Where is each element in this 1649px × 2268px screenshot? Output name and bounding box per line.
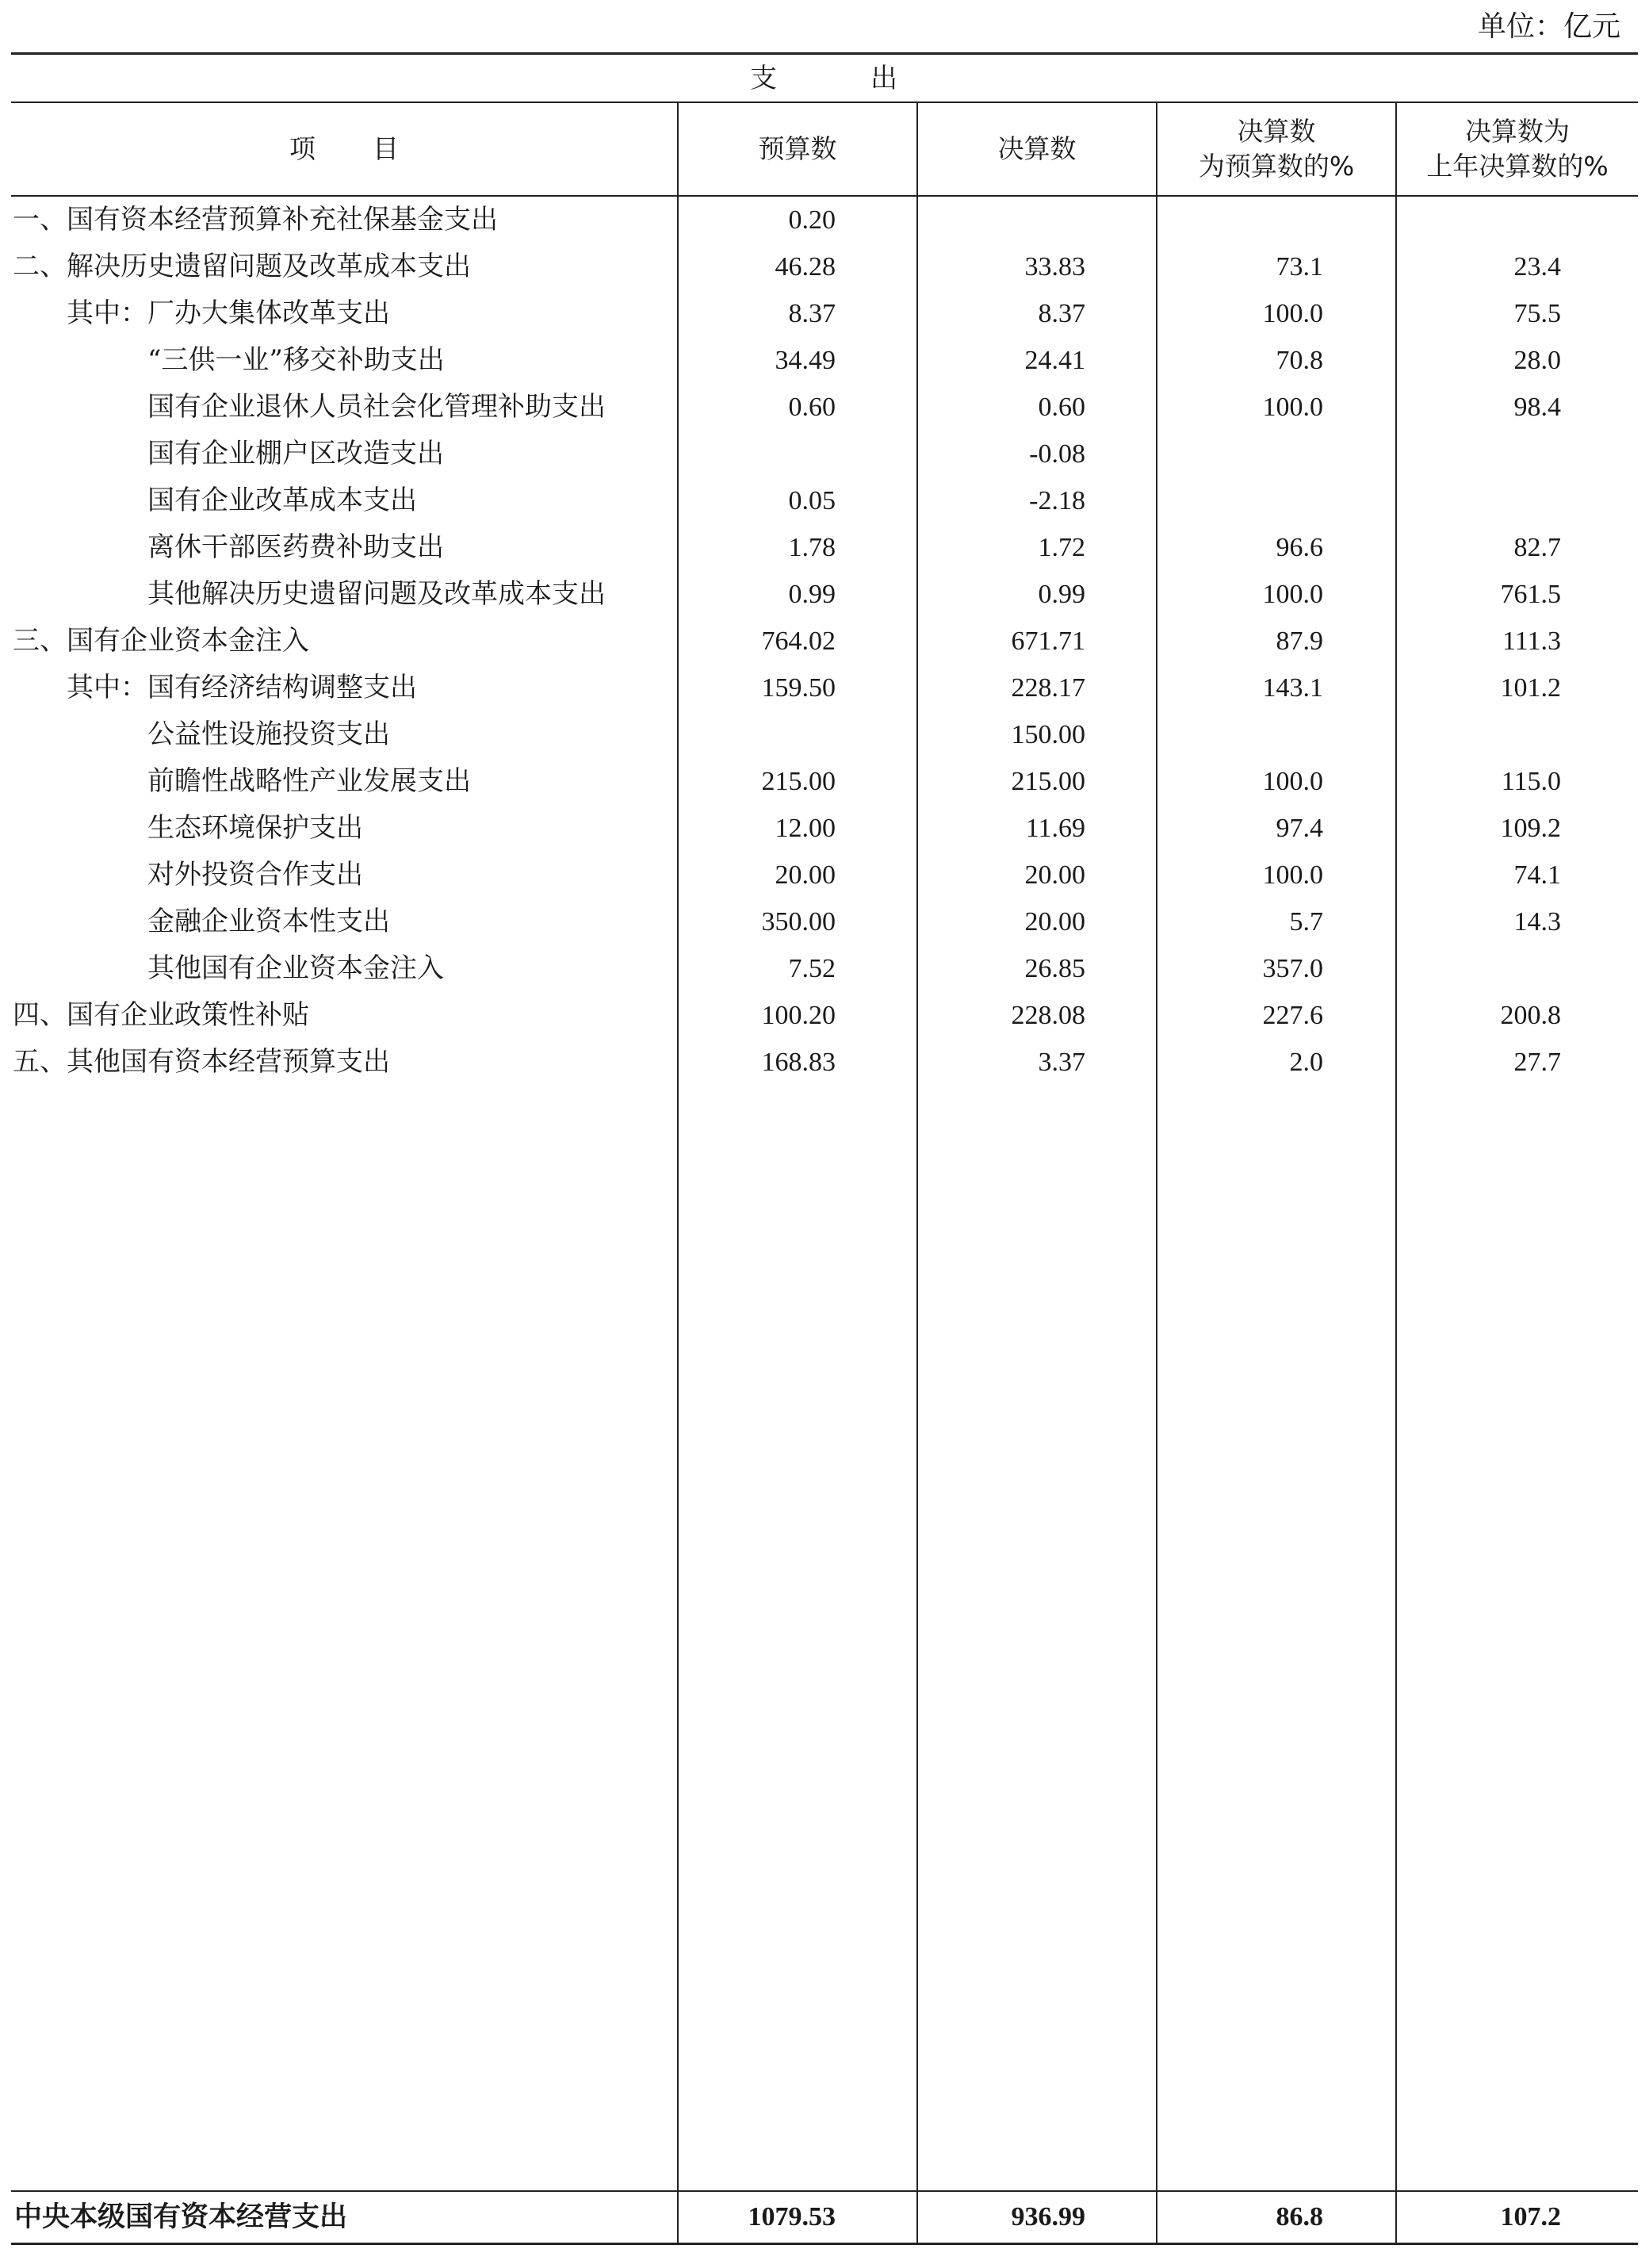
row-item: 对外投资合作支出 [147, 859, 363, 891]
row-budget: 8.37 [788, 299, 836, 328]
row-pct-budget: 100.0 [1262, 393, 1323, 422]
row-budget: 34.49 [775, 346, 836, 375]
row-pct-prev [1391, 431, 1561, 477]
row-budget: 12.00 [775, 814, 836, 843]
table-row [11, 898, 1638, 945]
row-pct-budget: 143.1 [1262, 673, 1323, 703]
row-item: 离休干部医药费补助支出 [147, 531, 444, 563]
row-pct-budget [1153, 431, 1323, 477]
row-pct-prev: 115.0 [1501, 767, 1561, 796]
row-pct-prev [1391, 197, 1561, 243]
header-item: 项 目 [289, 133, 399, 164]
row-final: 228.17 [1011, 673, 1085, 703]
table-row [11, 431, 1638, 477]
row-pct-budget: 100.0 [1262, 299, 1323, 328]
row-item: 国有企业退休人员社会化管理补助支出 [147, 391, 606, 423]
row-pct-prev: 200.8 [1500, 1001, 1561, 1030]
row-pct-prev [1391, 945, 1561, 992]
row-pct-budget: 227.6 [1262, 1001, 1323, 1030]
row-pct-budget: 87.9 [1276, 626, 1323, 656]
row-pct-prev: 27.7 [1513, 1048, 1561, 1077]
total-row [11, 2192, 1638, 2243]
row-pct-prev: 98.4 [1513, 393, 1561, 422]
row-item: 其他解决历史遗留问题及改革成本支出 [147, 578, 606, 610]
row-pct-prev: 74.1 [1513, 860, 1561, 890]
row-budget: 20.00 [775, 860, 836, 890]
row-budget: 0.05 [788, 486, 836, 515]
row-pct-budget: 100.0 [1262, 580, 1323, 609]
row-pct-budget: 100.0 [1262, 860, 1323, 890]
row-final: 0.99 [1038, 580, 1085, 609]
header-pct-budget: 决算数 为预算数的% [1198, 116, 1355, 182]
row-budget [677, 431, 836, 477]
table-row [11, 1039, 1638, 1086]
row-item: 其他国有企业资本金注入 [147, 952, 444, 984]
row-budget: 0.60 [788, 393, 836, 422]
table-row [11, 711, 1638, 758]
table-row [11, 758, 1638, 805]
row-budget: 350.00 [761, 907, 836, 937]
row-item: 五、其他国有资本经营预算支出 [13, 1046, 390, 1078]
row-pct-prev: 111.3 [1502, 626, 1561, 656]
header-pct-prev: 决算数为 上年决算数的% [1426, 116, 1609, 182]
row-budget: 168.83 [761, 1048, 836, 1077]
table-row [11, 665, 1638, 711]
row-final: -2.18 [1029, 486, 1085, 515]
row-budget: 215.00 [761, 767, 836, 796]
row-final: -0.08 [1029, 439, 1085, 469]
row-item: 金融企业资本性支出 [147, 906, 390, 937]
row-pct-budget: 73.1 [1276, 252, 1323, 282]
total-final: 936.99 [1011, 2202, 1085, 2232]
row-budget: 46.28 [775, 252, 836, 282]
row-item: 二、解决历史遗留问题及改革成本支出 [13, 251, 471, 282]
table-row [11, 290, 1638, 337]
row-pct-prev: 109.2 [1500, 814, 1561, 843]
header-final: 决算数 [997, 133, 1077, 164]
row-item: “三供一业”移交补助支出 [147, 344, 445, 376]
row-final: 26.85 [1024, 954, 1085, 983]
row-pct-prev: 82.7 [1513, 533, 1561, 562]
table-row [11, 384, 1638, 431]
row-final: 20.00 [1024, 860, 1085, 890]
row-final: 20.00 [1024, 907, 1085, 937]
row-pct-prev [1391, 711, 1561, 758]
row-pct-budget: 357.0 [1262, 954, 1323, 983]
table-row [11, 571, 1638, 618]
row-budget: 7.52 [788, 954, 836, 983]
row-pct-budget: 2.0 [1289, 1048, 1323, 1077]
table-row [11, 337, 1638, 384]
row-budget: 764.02 [761, 626, 836, 656]
row-final: 150.00 [1011, 720, 1085, 749]
table-row [11, 477, 1638, 524]
row-pct-budget: 5.7 [1289, 907, 1323, 937]
row-pct-prev: 761.5 [1500, 580, 1561, 609]
row-item: 国有企业棚户区改造支出 [147, 438, 444, 469]
row-pct-prev: 28.0 [1513, 346, 1561, 375]
row-final: 228.08 [1011, 1001, 1085, 1030]
row-budget: 0.99 [788, 580, 836, 609]
unit-label: 单位：亿元 [1477, 10, 1620, 43]
row-item: 其中：国有经济结构调整支出 [67, 672, 417, 703]
total-pct-budget: 86.8 [1276, 2202, 1323, 2232]
table-row [11, 197, 1638, 243]
section-title: 支 出 [750, 63, 899, 94]
row-budget: 0.20 [788, 205, 836, 235]
row-budget [677, 711, 836, 758]
row-final: 215.00 [1011, 767, 1085, 796]
row-pct-prev: 23.4 [1513, 252, 1561, 282]
table-row [11, 524, 1638, 571]
row-pct-budget: 96.6 [1276, 533, 1323, 562]
row-item: 公益性设施投资支出 [147, 718, 390, 750]
row-item: 前瞻性战略性产业发展支出 [147, 765, 471, 797]
row-budget: 1.78 [788, 533, 836, 562]
table-row [11, 805, 1638, 852]
row-budget: 100.20 [761, 1001, 836, 1030]
table-bottom-rule [11, 2243, 1638, 2245]
table-row [11, 618, 1638, 665]
table-top-rule [11, 52, 1638, 55]
table-row [11, 852, 1638, 898]
table-body [11, 197, 1638, 1086]
row-pct-budget [1153, 477, 1323, 524]
row-final: 24.41 [1024, 346, 1085, 375]
row-pct-budget [1153, 197, 1323, 243]
total-label: 中央本级国有资本经营支出 [14, 2201, 348, 2233]
row-item: 国有企业改革成本支出 [147, 485, 417, 516]
row-item: 四、国有企业政策性补贴 [13, 999, 309, 1031]
row-final: 3.37 [1038, 1048, 1085, 1077]
row-final: 33.83 [1024, 252, 1085, 282]
table-row [11, 992, 1638, 1039]
row-item: 三、国有企业资本金注入 [13, 625, 309, 657]
row-item: 其中：厂办大集体改革支出 [67, 297, 390, 329]
row-final: 0.60 [1038, 393, 1085, 422]
row-pct-prev: 101.2 [1500, 673, 1561, 703]
total-pct-prev: 107.2 [1500, 2202, 1561, 2232]
row-item: 一、国有资本经营预算补充社保基金支出 [13, 204, 498, 236]
row-final: 1.72 [1038, 533, 1085, 562]
total-budget: 1079.53 [748, 2202, 836, 2232]
table-row [11, 945, 1638, 992]
row-budget: 159.50 [761, 673, 836, 703]
header-budget: 预算数 [758, 133, 837, 164]
row-pct-budget: 100.0 [1262, 767, 1323, 796]
row-final [915, 197, 1085, 243]
row-item: 生态环境保护支出 [147, 812, 363, 844]
row-pct-budget: 70.8 [1276, 346, 1323, 375]
table-row [11, 243, 1638, 290]
row-pct-prev [1391, 477, 1561, 524]
row-pct-prev: 14.3 [1513, 907, 1561, 937]
row-pct-budget [1153, 711, 1323, 758]
row-pct-prev: 75.5 [1513, 299, 1561, 328]
row-pct-budget: 97.4 [1276, 814, 1323, 843]
row-final: 11.69 [1025, 814, 1085, 843]
row-final: 8.37 [1038, 299, 1085, 328]
row-final: 671.71 [1011, 626, 1085, 656]
